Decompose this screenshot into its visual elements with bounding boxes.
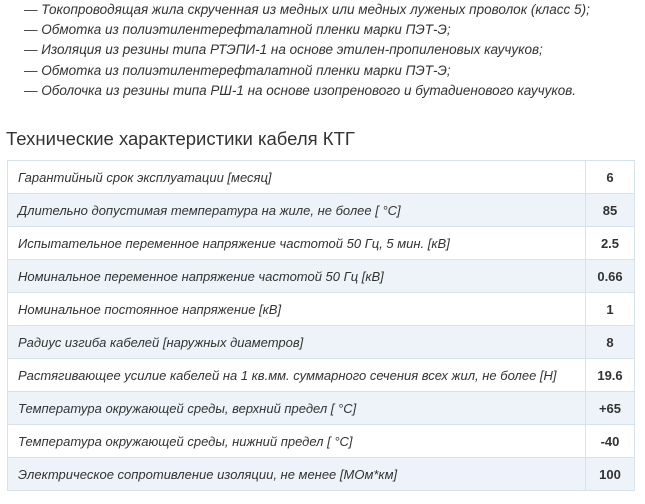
table-row [8,293,635,326]
parameter-cell: Длительно допустимая температура на жиле, не более [ °C] [8,194,586,227]
value-cell: 0.66 [586,260,635,293]
parameter-cell: Температура окружающей среды, верхний предел [ °C] [8,392,586,425]
table-row [8,227,635,260]
value-cell: +65 [586,392,635,425]
table-row [8,194,635,227]
value-cell: 1 [586,293,635,326]
value-cell: 2.5 [586,227,635,260]
parameter-cell: Испытательное переменное напряжение частотой 50 Гц, 5 мин. [кВ] [8,227,586,260]
construction-list [24,0,634,101]
table-row [8,425,635,458]
parameter-cell: Гарантийный срок эксплуатации [месяц] [8,161,586,194]
parameter-cell: Температура окружающей среды, нижний предел [ °C] [8,425,586,458]
specs-table [7,160,635,491]
construction-item: — Оболочка из резины типа РШ-1 на основе изопренового и бутадиенового каучуков. [24,82,576,98]
table-row [8,260,635,293]
value-cell: 85 [586,194,635,227]
value-cell: 8 [586,326,635,359]
parameter-cell: Электрическое сопротивление изоляции, не менее [МОм*км] [8,458,586,491]
value-cell: -40 [586,425,635,458]
table-row [8,359,635,392]
parameter-cell: Радиус изгиба кабелей [наружных диаметров] [8,326,586,359]
parameter-cell: Номинальное постоянное напряжение [кВ] [8,293,586,326]
table-row [8,458,635,491]
table-row [8,326,635,359]
table-row [8,392,635,425]
parameter-cell: Растягивающее усилие кабелей на 1 кв.мм. суммарного сечения всех жил, не более [Н] [8,359,586,392]
construction-item: — Изоляция из резины типа РТЭПИ-1 на основе этилен-пропиленовых каучуков; [24,42,543,58]
construction-item: — Обмотка из полиэтилентерефталатной пленки марки ПЭТ-Э; [24,62,451,78]
construction-item: — Токопроводящая жила скрученная из медных или медных луженых проволок (класс 5); [24,2,590,17]
table-row [8,161,635,194]
value-cell: 6 [586,161,635,194]
section-title: Технические характеристики кабеля КТГ [6,128,355,149]
value-cell: 100 [586,458,635,491]
parameter-cell: Номинальное переменное напряжение частотой 50 Гц [кВ] [8,260,586,293]
construction-item: — Обмотка из полиэтилентерефталатной пленки марки ПЭТ-Э; [24,22,451,38]
value-cell: 19.6 [586,359,635,392]
